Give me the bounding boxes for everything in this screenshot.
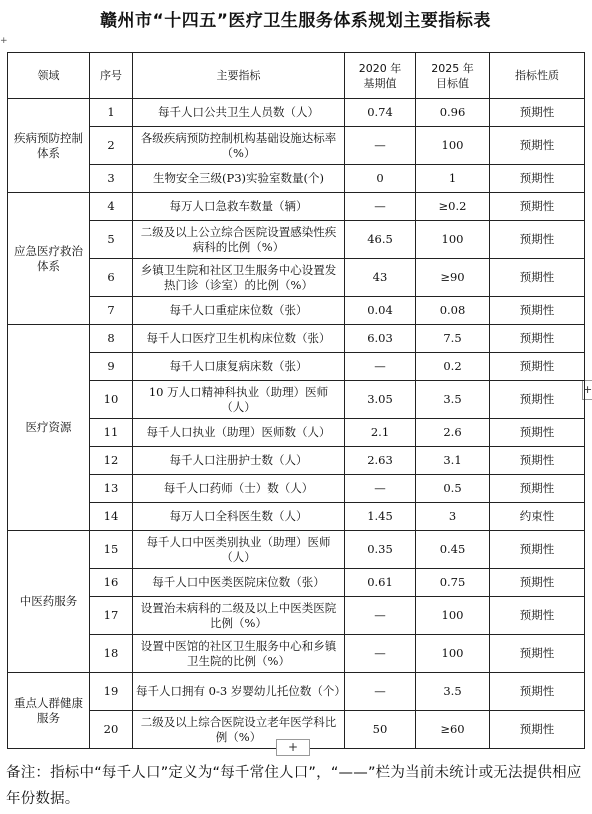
- row-no: 15: [90, 531, 133, 569]
- row-base: 1.45: [345, 503, 416, 531]
- table-row: [8, 325, 585, 353]
- header-domain: 领域: [8, 53, 90, 99]
- row-no: 19: [90, 673, 133, 711]
- row-nature: 预期性: [490, 531, 585, 569]
- row-base: —: [345, 193, 416, 221]
- row-target: ≥0.2: [416, 193, 490, 221]
- row-nature: 预期性: [490, 325, 585, 353]
- table-row: [8, 193, 585, 221]
- domain-cell: 中医药服务: [8, 531, 90, 673]
- row-nature: 预期性: [490, 569, 585, 597]
- row-target: ≥90: [416, 259, 490, 297]
- row-nature: 预期性: [490, 381, 585, 419]
- row-base: 0.04: [345, 297, 416, 325]
- row-no: 11: [90, 419, 133, 447]
- row-no: 20: [90, 711, 133, 749]
- row-target: 0.75: [416, 569, 490, 597]
- row-nature: 预期性: [490, 419, 585, 447]
- row-target: ≥60: [416, 711, 490, 749]
- row-base: 0.61: [345, 569, 416, 597]
- row-no: 12: [90, 447, 133, 475]
- table-row: [8, 503, 585, 531]
- row-nature: 预期性: [490, 193, 585, 221]
- table-row: [8, 531, 585, 569]
- row-base: 2.63: [345, 447, 416, 475]
- row-base: 0: [345, 165, 416, 193]
- page-title: 赣州市“十四五”医疗卫生服务体系规划主要指标表: [100, 11, 491, 31]
- row-indicator: 每千人口执业（助理）医师数（人）: [133, 419, 345, 447]
- row-no: 16: [90, 569, 133, 597]
- row-target: 100: [416, 597, 490, 635]
- row-target: 3.1: [416, 447, 490, 475]
- row-indicator: 生物安全三级(P3)实验室数量(个): [133, 165, 345, 193]
- row-nature: 预期性: [490, 353, 585, 381]
- row-base: 50: [345, 711, 416, 749]
- row-nature: 预期性: [490, 673, 585, 711]
- domain-cell: 重点人群健康服务: [8, 673, 90, 749]
- row-base: —: [345, 673, 416, 711]
- table-row: [8, 99, 585, 127]
- table-row: [8, 297, 585, 325]
- row-indicator: 每千人口康复病床数（张）: [133, 353, 345, 381]
- table-row: [8, 475, 585, 503]
- row-target: 100: [416, 635, 490, 673]
- header-target: 2025 年 目标值: [416, 53, 490, 99]
- row-base: 43: [345, 259, 416, 297]
- row-no: 9: [90, 353, 133, 381]
- row-nature: 预期性: [490, 165, 585, 193]
- row-indicator: 各级疾病预防控制机构基础设施达标率（%）: [133, 127, 345, 165]
- row-no: 3: [90, 165, 133, 193]
- row-no: 5: [90, 221, 133, 259]
- row-no: 8: [90, 325, 133, 353]
- header-nature: 指标性质: [490, 53, 585, 99]
- row-indicator: 乡镇卫生院和社区卫生服务中心设置发热门诊（诊室）的比例（%）: [133, 259, 345, 297]
- row-nature: 预期性: [490, 259, 585, 297]
- row-target: 0.96: [416, 99, 490, 127]
- table-row: [8, 381, 585, 419]
- row-target: 1: [416, 165, 490, 193]
- row-base: —: [345, 353, 416, 381]
- header-indicator: 主要指标: [133, 53, 345, 99]
- row-nature: 预期性: [490, 711, 585, 749]
- row-no: 17: [90, 597, 133, 635]
- row-nature: 预期性: [490, 635, 585, 673]
- table-row: [8, 673, 585, 711]
- row-nature: 预期性: [490, 597, 585, 635]
- add-column-button[interactable]: +: [582, 380, 592, 400]
- row-indicator: 二级及以上公立综合医院设置感染性疾病科的比例（%）: [133, 221, 345, 259]
- row-target: 3.5: [416, 381, 490, 419]
- row-nature: 预期性: [490, 297, 585, 325]
- domain-cell: 应急医疗救治体系: [8, 193, 90, 325]
- row-target: 0.08: [416, 297, 490, 325]
- row-no: 2: [90, 127, 133, 165]
- row-no: 4: [90, 193, 133, 221]
- table-row: [8, 419, 585, 447]
- row-indicator: 每千人口注册护士数（人）: [133, 447, 345, 475]
- row-nature: 预期性: [490, 475, 585, 503]
- row-indicator: 每千人口公共卫生人员数（人）: [133, 99, 345, 127]
- row-no: 1: [90, 99, 133, 127]
- row-base: 46.5: [345, 221, 416, 259]
- header-no: 序号: [90, 53, 133, 99]
- row-target: 3: [416, 503, 490, 531]
- row-nature: 预期性: [490, 99, 585, 127]
- row-base: 0.74: [345, 99, 416, 127]
- row-indicator: 设置治未病科的二级及以上中医类医院比例（%）: [133, 597, 345, 635]
- table-move-handle[interactable]: +: [0, 36, 8, 46]
- row-indicator: 设置中医馆的社区卫生服务中心和乡镇卫生院的比例（%）: [133, 635, 345, 673]
- row-nature: 约束性: [490, 503, 585, 531]
- row-target: 3.5: [416, 673, 490, 711]
- row-base: 0.35: [345, 531, 416, 569]
- row-no: 10: [90, 381, 133, 419]
- table-header-row: [8, 53, 585, 99]
- table-row: [8, 635, 585, 673]
- row-indicator: 每千人口医疗卫生机构床位数（张）: [133, 325, 345, 353]
- row-indicator: 每千人口中医类别执业（助理）医师（人）: [133, 531, 345, 569]
- row-indicator: 每千人口中医类医院床位数（张）: [133, 569, 345, 597]
- table-row: [8, 221, 585, 259]
- row-nature: 预期性: [490, 447, 585, 475]
- row-target: 100: [416, 127, 490, 165]
- table-row: [8, 259, 585, 297]
- row-nature: 预期性: [490, 221, 585, 259]
- row-indicator: 每万人口全科医生数（人）: [133, 503, 345, 531]
- row-target: 7.5: [416, 325, 490, 353]
- row-indicator: 每千人口药师（士）数（人）: [133, 475, 345, 503]
- row-target: 0.5: [416, 475, 490, 503]
- table-row: [8, 127, 585, 165]
- row-indicator: 每千人口重症床位数（张）: [133, 297, 345, 325]
- row-target: 0.2: [416, 353, 490, 381]
- row-indicator: 10 万人口精神科执业（助理）医师（人）: [133, 381, 345, 419]
- row-no: 13: [90, 475, 133, 503]
- indicators-table: [7, 52, 585, 749]
- row-nature: 预期性: [490, 127, 585, 165]
- row-indicator: 每万人口急救车数量（辆）: [133, 193, 345, 221]
- row-indicator: 每千人口拥有 0-3 岁婴幼儿托位数（个）: [133, 673, 345, 711]
- row-base: —: [345, 635, 416, 673]
- table-row: [8, 165, 585, 193]
- row-base: 3.05: [345, 381, 416, 419]
- row-target: 2.6: [416, 419, 490, 447]
- table-row: [8, 447, 585, 475]
- row-target: 0.45: [416, 531, 490, 569]
- header-base: 2020 年 基期值: [345, 53, 416, 99]
- row-base: 2.1: [345, 419, 416, 447]
- table-row: [8, 597, 585, 635]
- row-base: —: [345, 127, 416, 165]
- row-no: 18: [90, 635, 133, 673]
- row-base: —: [345, 597, 416, 635]
- table-row: [8, 353, 585, 381]
- footnote: 备注：指标中“每千人口”定义为“每千常住人口”，“——”栏为当前未统计或无法提供相应年份数据。: [6, 765, 582, 807]
- row-no: 7: [90, 297, 133, 325]
- row-no: 14: [90, 503, 133, 531]
- row-target: 100: [416, 221, 490, 259]
- row-indicator: 二级及以上综合医院设立老年医学科比例（%）: [133, 711, 345, 749]
- table-row: [8, 569, 585, 597]
- domain-cell: 医疗资源: [8, 325, 90, 531]
- row-base: —: [345, 475, 416, 503]
- row-base: 6.03: [345, 325, 416, 353]
- row-no: 6: [90, 259, 133, 297]
- domain-cell: 疾病预防控制体系: [8, 99, 90, 193]
- add-row-button[interactable]: +: [276, 739, 310, 756]
